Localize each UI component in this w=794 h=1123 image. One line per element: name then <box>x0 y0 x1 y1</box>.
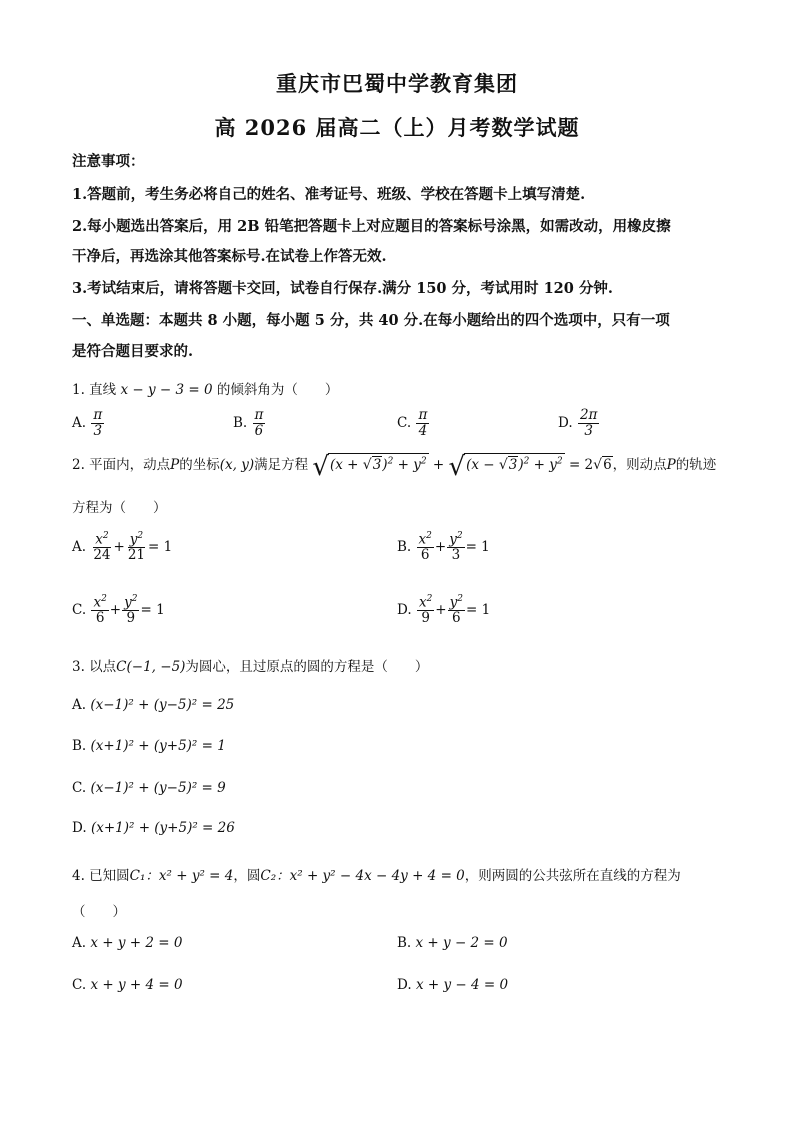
section-heading-cont: 是符合题目要求的. <box>72 343 194 360</box>
option-label: D. <box>72 820 87 836</box>
q3-point: C(−1, −5) <box>116 659 186 675</box>
question-3 <box>72 655 428 675</box>
q4-mid: ，圆 <box>233 868 261 884</box>
q3-option-b[interactable] <box>72 738 226 754</box>
option-label: A. <box>72 935 87 951</box>
q3-suffix: 为圆心，且过原点的圆的方程是（ ） <box>185 659 429 675</box>
q2-prefix: 2. 平面内，动点 <box>72 457 171 473</box>
option-expr: x + y + 4 = 0 <box>90 977 183 993</box>
q4-c1: C₁ <box>129 868 146 884</box>
q4-option-a[interactable] <box>72 935 182 951</box>
option-label: A. <box>72 539 87 556</box>
option-label: D. <box>397 602 412 619</box>
q1-prefix: 1. 直线 <box>72 382 117 398</box>
option-label: D. <box>397 977 412 993</box>
option-label: C. <box>72 602 87 619</box>
q2-point: P <box>170 457 180 473</box>
question-4 <box>72 864 681 884</box>
q2-option-b[interactable]: B. $\frac{x^2}{6}$ + $\frac{y^2}{3}$ = 1 <box>397 531 490 564</box>
option-label: B. <box>397 935 412 951</box>
option-expr: x + y − 4 = 0 <box>415 977 509 993</box>
option-fraction: $\frac{2\pi}{3}$ <box>579 407 598 439</box>
q2-option-a[interactable]: A. $\frac{x^2}{24}$ + $\frac{y^2}{21}$ = 1 <box>72 531 173 564</box>
option-expr: (x−1)² + (y−5)² = 25 <box>90 697 235 713</box>
q2-suffix2: 的轨迹 <box>675 457 717 473</box>
q4-prefix: 4. 已知圆 <box>72 868 130 884</box>
q2-coord: (x, y) <box>219 457 255 473</box>
q4-option-d[interactable] <box>397 977 508 993</box>
option-expr: x + y + 2 = 0 <box>90 935 183 951</box>
q3-option-d[interactable] <box>72 820 235 836</box>
q4-option-c[interactable] <box>72 977 183 993</box>
q4-c1-eq: ：x² + y² = 4 <box>145 868 234 884</box>
q3-option-c[interactable] <box>72 780 226 796</box>
q2-option-d[interactable]: D. $\frac{x^2}{9}$ + $\frac{y^2}{6}$ = 1 <box>397 594 491 627</box>
q1-expr: x − y − 3 = 0 <box>120 382 213 398</box>
option-label: B. <box>233 414 248 431</box>
q2-mid1: 的坐标 <box>179 457 220 473</box>
option-fraction: $\frac{\pi}{3}$ <box>93 407 103 439</box>
q2-equation: $√(x + √3)^2 + y^2 + √(x - √3)^2 + y^2 = 2√6$ <box>312 452 612 482</box>
option-label: A. <box>72 697 87 713</box>
q4-c2: C₂ <box>260 868 277 884</box>
notice-item-2-cont: 干净后，再选涂其他答案标号.在试卷上作答无效. <box>72 248 387 265</box>
q3-prefix: 3. 以点 <box>72 659 117 675</box>
q1-option-a[interactable] <box>72 408 105 439</box>
option-fraction: $\frac{\pi}{4}$ <box>418 407 428 439</box>
notice-item-1: 1.答题前，考生务必将自己的姓名、准考证号、班级、学校在答题卡上填写清楚. <box>72 186 586 203</box>
option-label: D. <box>558 414 573 431</box>
notice-item-2: 2.每小题选出答案后，用 2B 铅笔把答题卡上对应题目的答案标号涂黑，如需改动，用橡皮擦 <box>72 218 671 235</box>
option-expr: (x+1)² + (y+5)² = 1 <box>90 738 226 754</box>
q1-option-d[interactable] <box>558 408 600 439</box>
option-expr: x + y − 2 = 0 <box>415 935 508 951</box>
q2-mid2: 满足方程 <box>254 457 309 473</box>
notice-title: 注意事项： <box>72 153 145 170</box>
option-expr: (x+1)² + (y+5)² = 26 <box>90 820 235 836</box>
option-label: A. <box>72 414 87 431</box>
q2-option-c[interactable]: C. $\frac{x^2}{6}$ + $\frac{y^2}{9}$ = 1 <box>72 594 165 627</box>
option-label: B. <box>397 539 412 556</box>
option-label: C. <box>397 414 412 431</box>
school-title: 重庆市巴蜀中学教育集团 <box>276 71 518 96</box>
question-1 <box>72 378 338 398</box>
q2-suffix: ，则动点 <box>612 457 667 473</box>
option-label: C. <box>72 977 87 993</box>
notice-item-3: 3.考试结束后，请将答题卡交回，试卷自行保存.满分 150 分，考试用时 120 分钟. <box>72 280 613 297</box>
question-4-cont: （ ） <box>72 904 126 920</box>
q1-option-b[interactable] <box>233 408 266 439</box>
q4-option-b[interactable] <box>397 935 508 951</box>
q1-option-c[interactable] <box>397 408 430 439</box>
q3-option-a[interactable] <box>72 697 234 713</box>
q2-point-2: P <box>666 457 676 473</box>
option-fraction: $\frac{\pi}{6}$ <box>254 407 264 439</box>
question-2 <box>72 452 716 482</box>
section-heading: 一、单选题：本题共 8 小题，每小题 5 分，共 40 分.在每小题给出的四个选项中，只有一项 <box>72 312 670 329</box>
q1-suffix: 的倾斜角为（ ） <box>216 382 339 398</box>
q4-suffix: ，则两圆的公共弦所在直线的方程为 <box>464 868 681 884</box>
question-2-cont: 方程为（ ） <box>72 500 167 516</box>
exam-title: 高 2026 届高二（上）月考数学试题 <box>214 115 580 140</box>
option-label: C. <box>72 780 87 796</box>
option-label: B. <box>72 738 87 754</box>
q4-c2-eq: ：x² + y² − 4x − 4y + 4 = 0 <box>276 868 465 884</box>
option-expr: (x−1)² + (y−5)² = 9 <box>90 780 226 796</box>
